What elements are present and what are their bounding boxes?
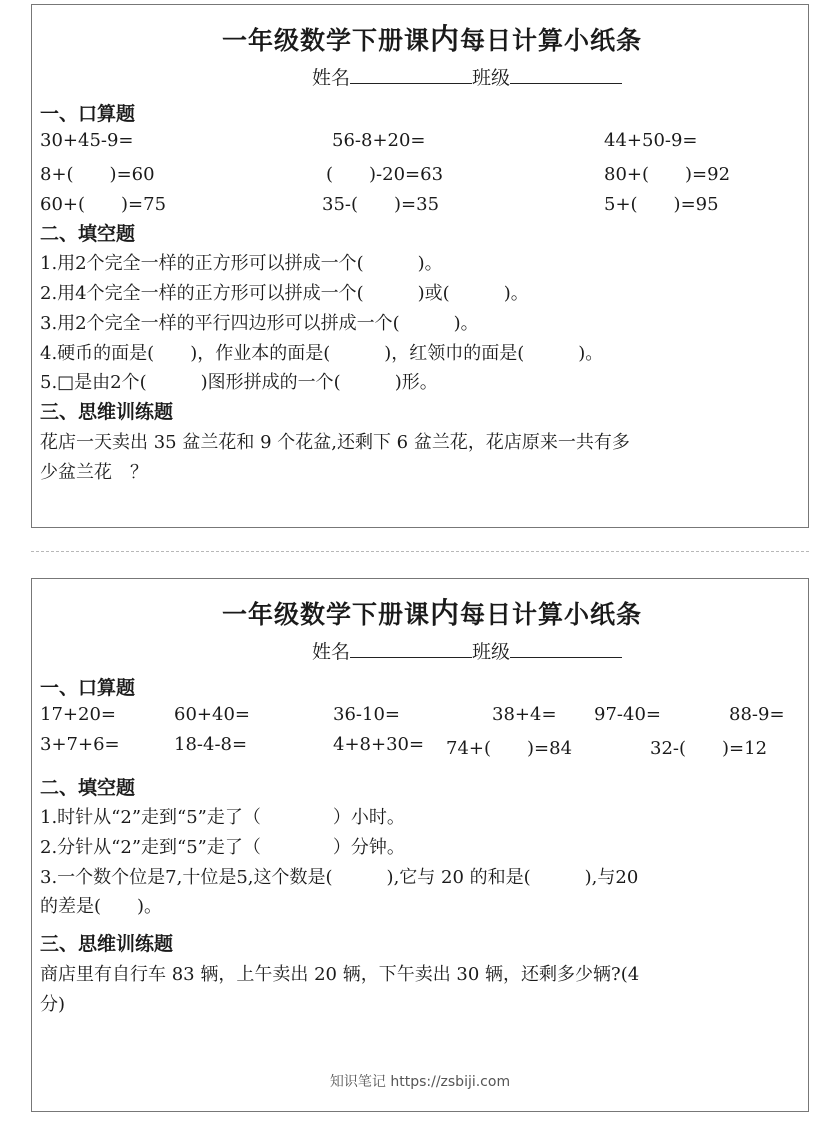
calc-question: 35-( )=35 bbox=[322, 194, 440, 215]
fill-question: 3.用2个完全一样的平行四边形可以拼成一个( )。 bbox=[40, 313, 479, 334]
word-problem-line: 分) bbox=[40, 994, 66, 1015]
worksheet-title: 一年级数学下册课内每日计算小纸条 bbox=[222, 22, 643, 56]
name-class-row bbox=[312, 637, 622, 664]
section-heading-thinking: 三、思维训练题 bbox=[40, 401, 174, 423]
cut-line-divider bbox=[31, 551, 809, 552]
fill-question: 3.一个数个位是7,十位是5,这个数是( ),它与 20 的和是( ),与20 bbox=[40, 867, 639, 888]
calc-question: 60+40= bbox=[174, 704, 250, 725]
calc-question: 5+( )=95 bbox=[604, 194, 719, 215]
calc-question: 60+( )=75 bbox=[40, 194, 167, 215]
calc-question: 3+7+6= bbox=[40, 734, 120, 755]
calc-question: 44+50-9= bbox=[604, 130, 698, 151]
name-label: 姓名 bbox=[312, 67, 351, 89]
calc-question: 88-9= bbox=[729, 704, 785, 725]
calc-question: ( )-20=63 bbox=[326, 164, 444, 185]
worksheet-title: 一年级数学下册课内每日计算小纸条 bbox=[222, 596, 643, 630]
calc-question: 4+8+30= bbox=[333, 734, 425, 755]
calc-question: 38+4= bbox=[492, 704, 557, 725]
fill-question: 5.□是由2个( )图形拼成的一个( )形。 bbox=[40, 372, 438, 393]
calc-question: 18-4-8= bbox=[174, 734, 248, 755]
section-heading-fill: 二、填空题 bbox=[40, 223, 136, 245]
class-blank[interactable] bbox=[510, 639, 622, 658]
calc-question: 97-40= bbox=[594, 704, 661, 725]
section-heading-oral: 一、口算题 bbox=[40, 677, 136, 699]
class-label: 班级 bbox=[472, 641, 511, 663]
word-problem-line: 少盆兰花 ？ bbox=[40, 462, 148, 483]
calc-question: 80+( )=92 bbox=[604, 164, 731, 185]
class-label: 班级 bbox=[472, 67, 511, 89]
section-heading-oral: 一、口算题 bbox=[40, 103, 136, 125]
calc-question: 17+20= bbox=[40, 704, 116, 725]
footer-watermark: 知识笔记 https://zsbiji.com bbox=[329, 1074, 511, 1090]
word-problem-line: 花店一天卖出 35 盆兰花和 9 个花盆,还剩下 6 盆兰花，花店原来一共有多 bbox=[40, 432, 630, 453]
section-heading-fill: 二、填空题 bbox=[40, 777, 136, 799]
name-label: 姓名 bbox=[312, 641, 351, 663]
calc-question: 32-( )=12 bbox=[650, 738, 768, 759]
calc-question: 8+( )=60 bbox=[40, 164, 155, 185]
fill-question: 的差是( )。 bbox=[40, 896, 163, 917]
fill-question: 4.硬币的面是( )，作业本的面是( )，红领巾的面是( )。 bbox=[40, 343, 604, 364]
word-problem-line: 商店里有自行车 83 辆，上午卖出 20 辆，下午卖出 30 辆，还剩多少辆?(4 bbox=[40, 964, 640, 985]
worksheet-card-1 bbox=[31, 4, 809, 528]
calc-question: 74+( )=84 bbox=[446, 738, 573, 759]
fill-question: 2.分针从“2”走到“5”走了（ ）分钟。 bbox=[40, 837, 405, 858]
class-blank[interactable] bbox=[510, 65, 622, 84]
calc-question: 56-8+20= bbox=[332, 130, 426, 151]
calc-question: 30+45-9= bbox=[40, 130, 134, 151]
section-heading-thinking: 三、思维训练题 bbox=[40, 933, 174, 955]
fill-question: 1.时针从“2”走到“5”走了（ ）小时。 bbox=[40, 807, 405, 828]
worksheet-card-2 bbox=[31, 578, 809, 1112]
name-blank[interactable] bbox=[350, 65, 472, 84]
name-blank[interactable] bbox=[350, 639, 472, 658]
calc-question: 36-10= bbox=[333, 704, 400, 725]
fill-question: 2.用4个完全一样的正方形可以拼成一个( )或( )。 bbox=[40, 283, 529, 304]
fill-question: 1.用2个完全一样的正方形可以拼成一个( )。 bbox=[40, 253, 443, 274]
name-class-row bbox=[312, 63, 622, 90]
